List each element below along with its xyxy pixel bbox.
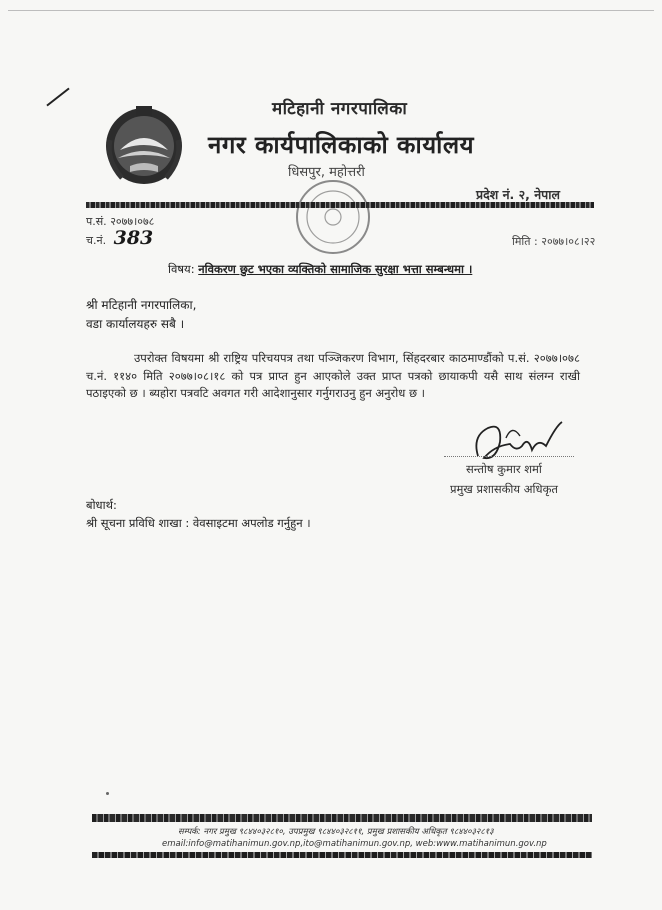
recipient-line-2: वडा कार्यालयहरु सबै ।: [86, 317, 185, 331]
cn-label: च.नं.: [86, 234, 107, 247]
body-paragraph: उपरोक्त विषयमा श्री राष्ट्रिय परिचयपत्र तथा पञ्जिकरण विभाग, सिंहदरबार काठमाण्डौंको प.सं. २०७७।०७८ च.नं. ११४० मिति २०७७।०८।१८ को पत्र प्राप्त हुन आएकोले उक्त प्राप्त पत्रको छायाकपी यसै साथ संलग्न राखी पठाइएको छ । ब्यहोरा पत्रवटि अवगत गरी आदेशानुसार गर्नुगराउनु हुन अनुरोध छ ।: [86, 351, 580, 400]
date-label: मिति :: [512, 235, 538, 248]
footer-divider-top: [92, 814, 592, 822]
cc-item: श्री सूचना प्रविधि शाखा : वेवसाइटमा अपलोड गर्नुहुन ।: [86, 516, 311, 530]
footer-contact: सम्पर्क: नगर प्रमुख ९८४४०३२८१०, उपप्रमुख ९८४४०३२८११, प्रमुख प्रशासकीय अधिकृत ९८४४०३२८१३: [178, 827, 494, 837]
subject-text: नविकरण छुट भएका व्यक्तिको सामाजिक सुरक्षा भत्ता सम्बन्धमा ।: [198, 262, 473, 276]
footer-email-web: email:info@matihanimun.gov.np,ito@matihanimun.gov.np, web:www.matihanimun.gov.np: [162, 839, 547, 849]
office-stamp-icon: [292, 176, 374, 258]
letter-date: [512, 234, 595, 249]
signer-title: प्रमुख प्रशासकीय अधिकृत: [450, 482, 558, 496]
footer-divider-bottom: [92, 852, 592, 858]
top-edge-line: [8, 10, 654, 11]
subject-label: विषय:: [168, 262, 195, 276]
reference-block: [86, 214, 154, 249]
recipient-block: [86, 296, 196, 334]
province-label: प्रदेश नं. २, नेपाल: [476, 187, 560, 202]
cn-row: [86, 227, 154, 249]
body-paragraph-block: [86, 350, 580, 403]
org-name: मटिहानी नगरपालिका: [272, 99, 408, 119]
office-title: नगर कार्यपालिकाको कार्यालय: [208, 131, 475, 159]
subject-line: [168, 262, 472, 277]
date-value: २०७७।०८।२२: [541, 235, 596, 248]
ps-value: २०७७।०७८: [110, 215, 155, 228]
signature-dotted-line: [444, 456, 574, 457]
signer-name: सन्तोष कुमार शर्मा: [466, 462, 542, 476]
cc-heading: बोधार्थ:: [86, 498, 117, 512]
ps-label: प.सं.: [86, 215, 107, 228]
scan-speck: [106, 792, 109, 795]
header-divider: [86, 202, 594, 208]
cn-value: 383: [113, 227, 154, 249]
municipality-emblem-icon: [100, 100, 188, 188]
recipient-line-1: श्री मटिहानी नगरपालिका,: [86, 298, 197, 312]
office-location: धिसपुर, महोत्तरी: [288, 165, 365, 180]
pen-mark: [46, 88, 69, 107]
